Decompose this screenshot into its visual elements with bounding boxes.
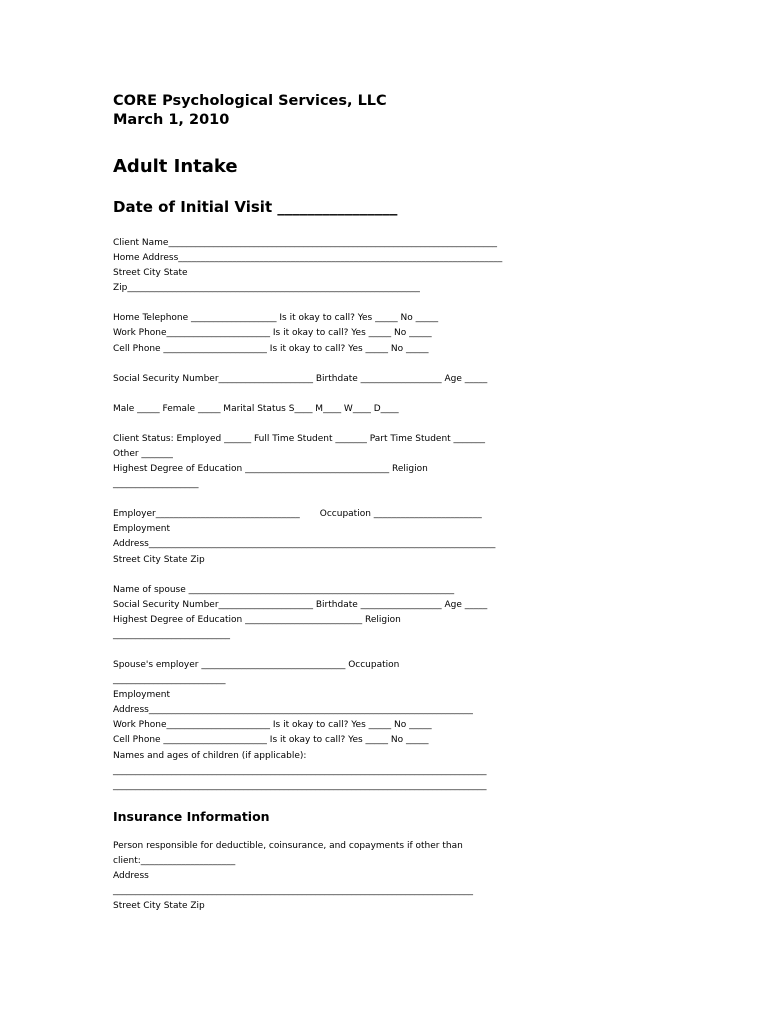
street-city-state-label: Street City State [113,268,188,279]
initial-visit-field[interactable]: Date of Initial Visit ________________ [113,198,398,216]
org-name: CORE Psychological Services, LLC [113,93,387,109]
spouse-name-field[interactable]: Name of spouse ___________________________________________________________ [113,584,455,595]
spouse-ssn-birthdate-age-field[interactable]: Social Security Number_____________________ Birthdate __________________ Age _____ [113,599,488,610]
ssn-birthdate-age-field[interactable]: Social Security Number_____________________ Birthdate __________________ Age _____ [113,373,488,384]
employer-occupation-field[interactable]: Employer________________________________ Occupation ________________________ [113,509,482,520]
employment-label: Employment [113,524,171,535]
form-date: March 1, 2010 [113,112,230,128]
insurance-address-label: Address [113,871,149,882]
education-religion-field[interactable]: Highest Degree of Education ________________________________ Religion [113,464,428,475]
children-field-1[interactable]: ___________________________________________________________________________________ [113,765,487,776]
insurance-address-caption: Street City State Zip [113,901,205,912]
sex-marital-status-field[interactable]: Male _____ Female _____ Marital Status S____ M____ W____ D____ [113,403,399,414]
religion-blank[interactable]: ___________________ [113,479,199,490]
responsible-person-label: Person responsible for deductible, coinsurance, and copayments if other than [113,840,463,851]
responsible-person-field[interactable]: client:_____________________ [113,856,236,866]
home-telephone-field[interactable]: Home Telephone ___________________ Is it okay to call? Yes _____ No _____ [113,313,439,324]
intake-form-page [113,92,673,914]
spouse-religion-blank[interactable]: __________________________ [113,629,230,640]
employer-section [113,507,673,567]
spouse-section [113,583,673,643]
children-field-2[interactable]: ___________________________________________________________________________________ [113,780,487,791]
spouse-employment-label: Employment [113,690,171,701]
spouse-employment-address-field[interactable]: Address________________________________________________________________________ [113,705,473,716]
form-title: Adult Intake [113,156,238,177]
children-label: Names and ages of children (if applicable): [113,750,307,761]
spouse-employer-field[interactable]: Spouse's employer ________________________________ Occupation [113,659,400,670]
spouse-work-phone-field[interactable]: Work Phone_______________________ Is it okay to call? Yes _____ No _____ [113,720,432,731]
client-name-field[interactable]: Client Name_________________________________________________________________________ [113,238,497,248]
employment-address-field[interactable]: Address_____________________________________________________________________________ [113,539,496,550]
spouse-occupation-blank[interactable]: _________________________ [113,675,226,686]
other-status-field[interactable]: Other _______ [113,448,173,459]
spouse-education-religion-field[interactable]: Highest Degree of Education __________________________ Religion [113,614,401,625]
insurance-heading: Insurance Information [113,808,270,824]
cell-phone-field[interactable]: Cell Phone _______________________ Is it okay to call? Yes _____ No _____ [113,343,429,354]
client-status-field[interactable]: Client Status: Employed ______ Full Time Student _______ Part Time Student _______ [113,433,486,444]
client-section [113,236,673,296]
spouse-cell-phone-field[interactable]: Cell Phone _______________________ Is it okay to call? Yes _____ No _____ [113,735,429,746]
insurance-section [113,839,673,914]
work-phone-field[interactable]: Work Phone_______________________ Is it okay to call? Yes _____ No _____ [113,328,432,339]
employment-address-caption: Street City State Zip [113,554,205,565]
phone-section [113,311,673,356]
spouse-employer-section [113,658,673,794]
insurance-address-field[interactable]: ________________________________________________________________________________ [113,886,473,897]
home-address-field[interactable]: Home Address________________________________________________________________________ [113,253,503,264]
client-status-section [113,432,673,492]
zip-field[interactable]: Zip_________________________________________________________________ [113,283,420,294]
